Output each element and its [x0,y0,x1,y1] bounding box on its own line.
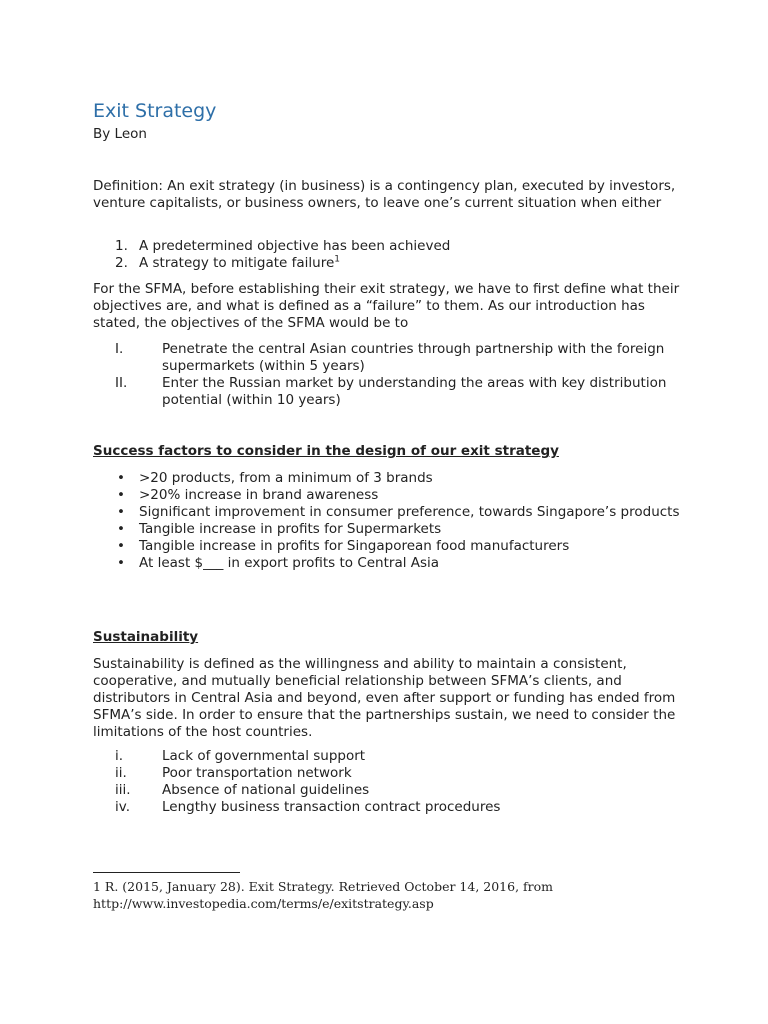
list-item [93,799,693,816]
list-item [93,521,693,538]
list-item [93,782,693,799]
list-item [93,765,693,782]
list-item [93,538,693,555]
list-item-text: Enter the Russian market by understanding the areas with key distribution potential (within 10 years) [162,375,667,408]
list-marker: II. [115,375,128,391]
list-item-text: Lack of governmental support [162,748,366,764]
list-item-text: A predetermined objective has been achieved [139,238,451,254]
document-title: Exit Strategy [93,100,217,122]
sfma-paragraph: For the SFMA, before establishing their exit strategy, we have to first define what their objectives are, and what is defined as a “failure” to them. As our introduction has stated, the objectives of the SFMA would be to [93,281,680,331]
list-item [93,341,693,375]
list-item [93,470,693,487]
list-item [93,504,693,521]
list-marker: ii. [115,765,127,781]
list-item-text: Poor transportation network [162,765,352,781]
list-item [93,238,693,255]
list-item [93,375,693,409]
footnote: 1 R. (2015, January 28). Exit Strategy. Retrieved October 14, 2016, from http://www.investopedia.com/terms/e/exitstrategy.asp [93,879,554,911]
list-marker: I. [115,341,124,357]
objectives-list [93,341,693,409]
list-item-text: At least $___ in export profits to Central Asia [139,555,440,571]
list-item-text: Absence of national guidelines [162,782,370,798]
success-factors-heading: Success factors to consider in the design of our exit strategy [93,443,559,459]
list-marker: i. [115,748,124,764]
list-marker: iii. [115,782,131,798]
bullet-marker: • [117,538,125,554]
list-item-text: Tangible increase in profits for Supermarkets [139,521,442,537]
bullet-marker: • [117,470,125,486]
sustainability-heading: Sustainability [93,629,199,645]
list-item [93,748,693,765]
list-item [93,555,693,572]
sustainability-paragraph: Sustainability is defined as the willingness and ability to maintain a consistent, cooperative, and mutually beneficial relationship between SFMA’s clients, and distributors in Central Asia and beyond, even after support or funding has ended from SFMA’s side. In order to ensure that the partnerships sustain, we need to consider the limitations of the host countries. [93,656,676,740]
list-marker: iv. [115,799,130,815]
success-factors-list [93,470,693,572]
limitations-list [93,748,693,816]
definition-list [93,238,693,272]
footnote-reference: 1 [334,254,341,265]
list-item-text: Tangible increase in profits for Singaporean food manufacturers [139,538,570,554]
bullet-marker: • [117,521,125,537]
bullet-marker: • [117,555,125,571]
author-line: By Leon [93,126,147,142]
bullet-marker: • [117,487,125,503]
list-item-text: >20% increase in brand awareness [139,487,379,503]
list-item-text: A strategy to mitigate failure [139,255,335,271]
list-item [93,255,693,272]
list-item-text: Penetrate the central Asian countries through partnership with the foreign supermarkets (within 5 years) [162,341,665,374]
list-item-text: Lengthy business transaction contract procedures [162,799,501,815]
list-marker: 2. [115,255,128,271]
list-item-text: Significant improvement in consumer preference, towards Singapore’s products [139,504,680,520]
list-marker: 1. [115,238,128,254]
list-item [93,487,693,504]
bullet-marker: • [117,504,125,520]
footnote-separator [93,872,240,873]
definition-paragraph: Definition: An exit strategy (in business) is a contingency plan, executed by investors, venture capitalists, or business owners, to leave one’s current situation when either [93,178,676,211]
list-item-text: >20 products, from a minimum of 3 brands [139,470,433,486]
